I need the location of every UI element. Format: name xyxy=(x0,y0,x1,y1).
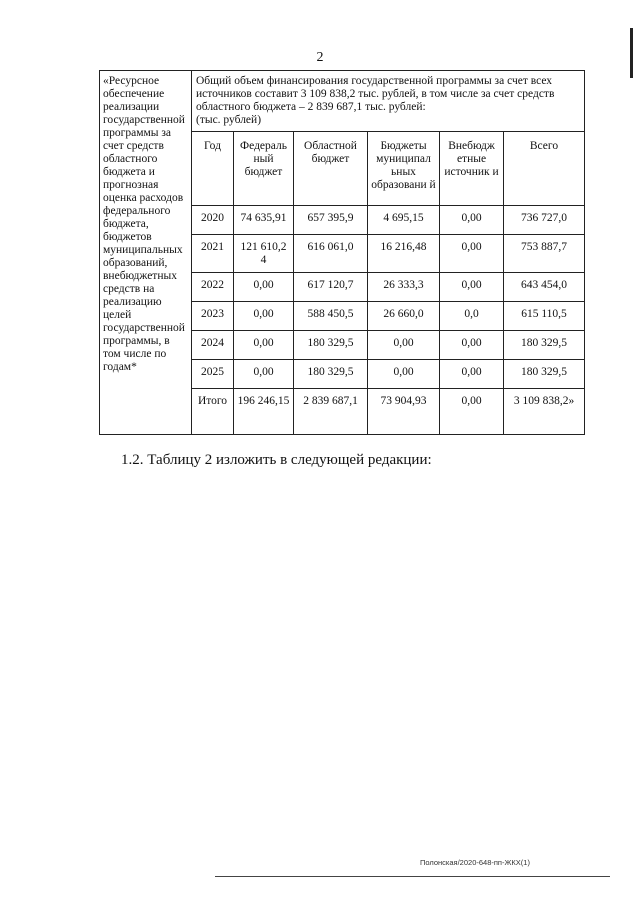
footer-rule xyxy=(215,876,610,877)
table-cell: 2025 xyxy=(192,360,234,389)
table-cell: 2020 xyxy=(192,206,234,235)
funding-table xyxy=(99,70,585,435)
table-cell: 26 333,3 xyxy=(368,273,440,302)
table-cell: 0,00 xyxy=(440,389,504,435)
table-cell: 643 454,0 xyxy=(504,273,585,302)
table-cell: 180 329,5 xyxy=(294,331,368,360)
table-cell: 180 329,5 xyxy=(504,331,585,360)
table-cell: 73 904,93 xyxy=(368,389,440,435)
table-cell: 0,00 xyxy=(234,331,294,360)
table-cell: 2024 xyxy=(192,331,234,360)
table-cell: 0,00 xyxy=(440,331,504,360)
table-cell: 2 839 687,1 xyxy=(294,389,368,435)
column-header: Бюджеты муниципал ьных образовани й xyxy=(368,132,440,206)
table-cell: 0,00 xyxy=(234,302,294,331)
table-cell: 0,0 xyxy=(440,302,504,331)
table-cell: 3 109 838,2» xyxy=(504,389,585,435)
table-cell: 16 216,48 xyxy=(368,235,440,273)
financing-unit: (тыс. рублей) xyxy=(196,114,262,126)
table-cell: 753 887,7 xyxy=(504,235,585,273)
table-cell: 180 329,5 xyxy=(294,360,368,389)
table-cell: 736 727,0 xyxy=(504,206,585,235)
column-header: Внебюдж етные источник и xyxy=(440,132,504,206)
table-cell: 0,00 xyxy=(440,360,504,389)
table-cell: 196 246,15 xyxy=(234,389,294,435)
table-cell: 657 395,9 xyxy=(294,206,368,235)
column-header: Всего xyxy=(504,132,585,206)
table-cell: 4 695,15 xyxy=(368,206,440,235)
table-cell: 0,00 xyxy=(234,360,294,389)
table-cell: Итого xyxy=(192,389,234,435)
table-cell: 180 329,5 xyxy=(504,360,585,389)
table-cell: 0,00 xyxy=(368,360,440,389)
table-cell: 0,00 xyxy=(440,273,504,302)
table-cell: 0,00 xyxy=(368,331,440,360)
footer-document-code: Полонская/2020-648-пп-ЖКХ(1) xyxy=(420,858,530,867)
table-cell: 615 110,5 xyxy=(504,302,585,331)
resource-label-cell xyxy=(100,71,192,435)
table-cell: 0,00 xyxy=(440,206,504,235)
table-cell: 121 610,2 4 xyxy=(234,235,294,273)
table-cell: 2022 xyxy=(192,273,234,302)
page-number: 2 xyxy=(316,50,324,65)
column-header: Год xyxy=(192,132,234,206)
table-cell: 2021 xyxy=(192,235,234,273)
table-cell: 616 061,0 xyxy=(294,235,368,273)
scan-edge-mark xyxy=(630,28,633,78)
table-cell: 74 635,91 xyxy=(234,206,294,235)
table-cell: 0,00 xyxy=(234,273,294,302)
column-header: Областной бюджет xyxy=(294,132,368,206)
column-header: Федераль ный бюджет xyxy=(234,132,294,206)
table-cell: 588 450,5 xyxy=(294,302,368,331)
table-cell: 0,00 xyxy=(440,235,504,273)
table-cell: 617 120,7 xyxy=(294,273,368,302)
resource-label: «Ресурсное обеспечение реализации государственной программы за счет средств областного бюджета и прогнозная оценка расходов федерального бюджета, бюджетов муниципальных образований, внебюджетных средств на реализацию целей государственной программы, в том числе по годам* xyxy=(103,75,185,373)
section-heading: 1.2. Таблицу 2 изложить в следующей редакции: xyxy=(121,452,432,468)
table-cell: 2023 xyxy=(192,302,234,331)
financing-intro-cell xyxy=(192,71,585,132)
financing-intro: Общий объем финансирования государственной программы за счет всех источников составит 3 109 838,2 тыс. рублей, в том числе за счет средств областного бюджета – 2 839 687,1 тыс. рублей: xyxy=(196,75,555,113)
table-cell: 26 660,0 xyxy=(368,302,440,331)
